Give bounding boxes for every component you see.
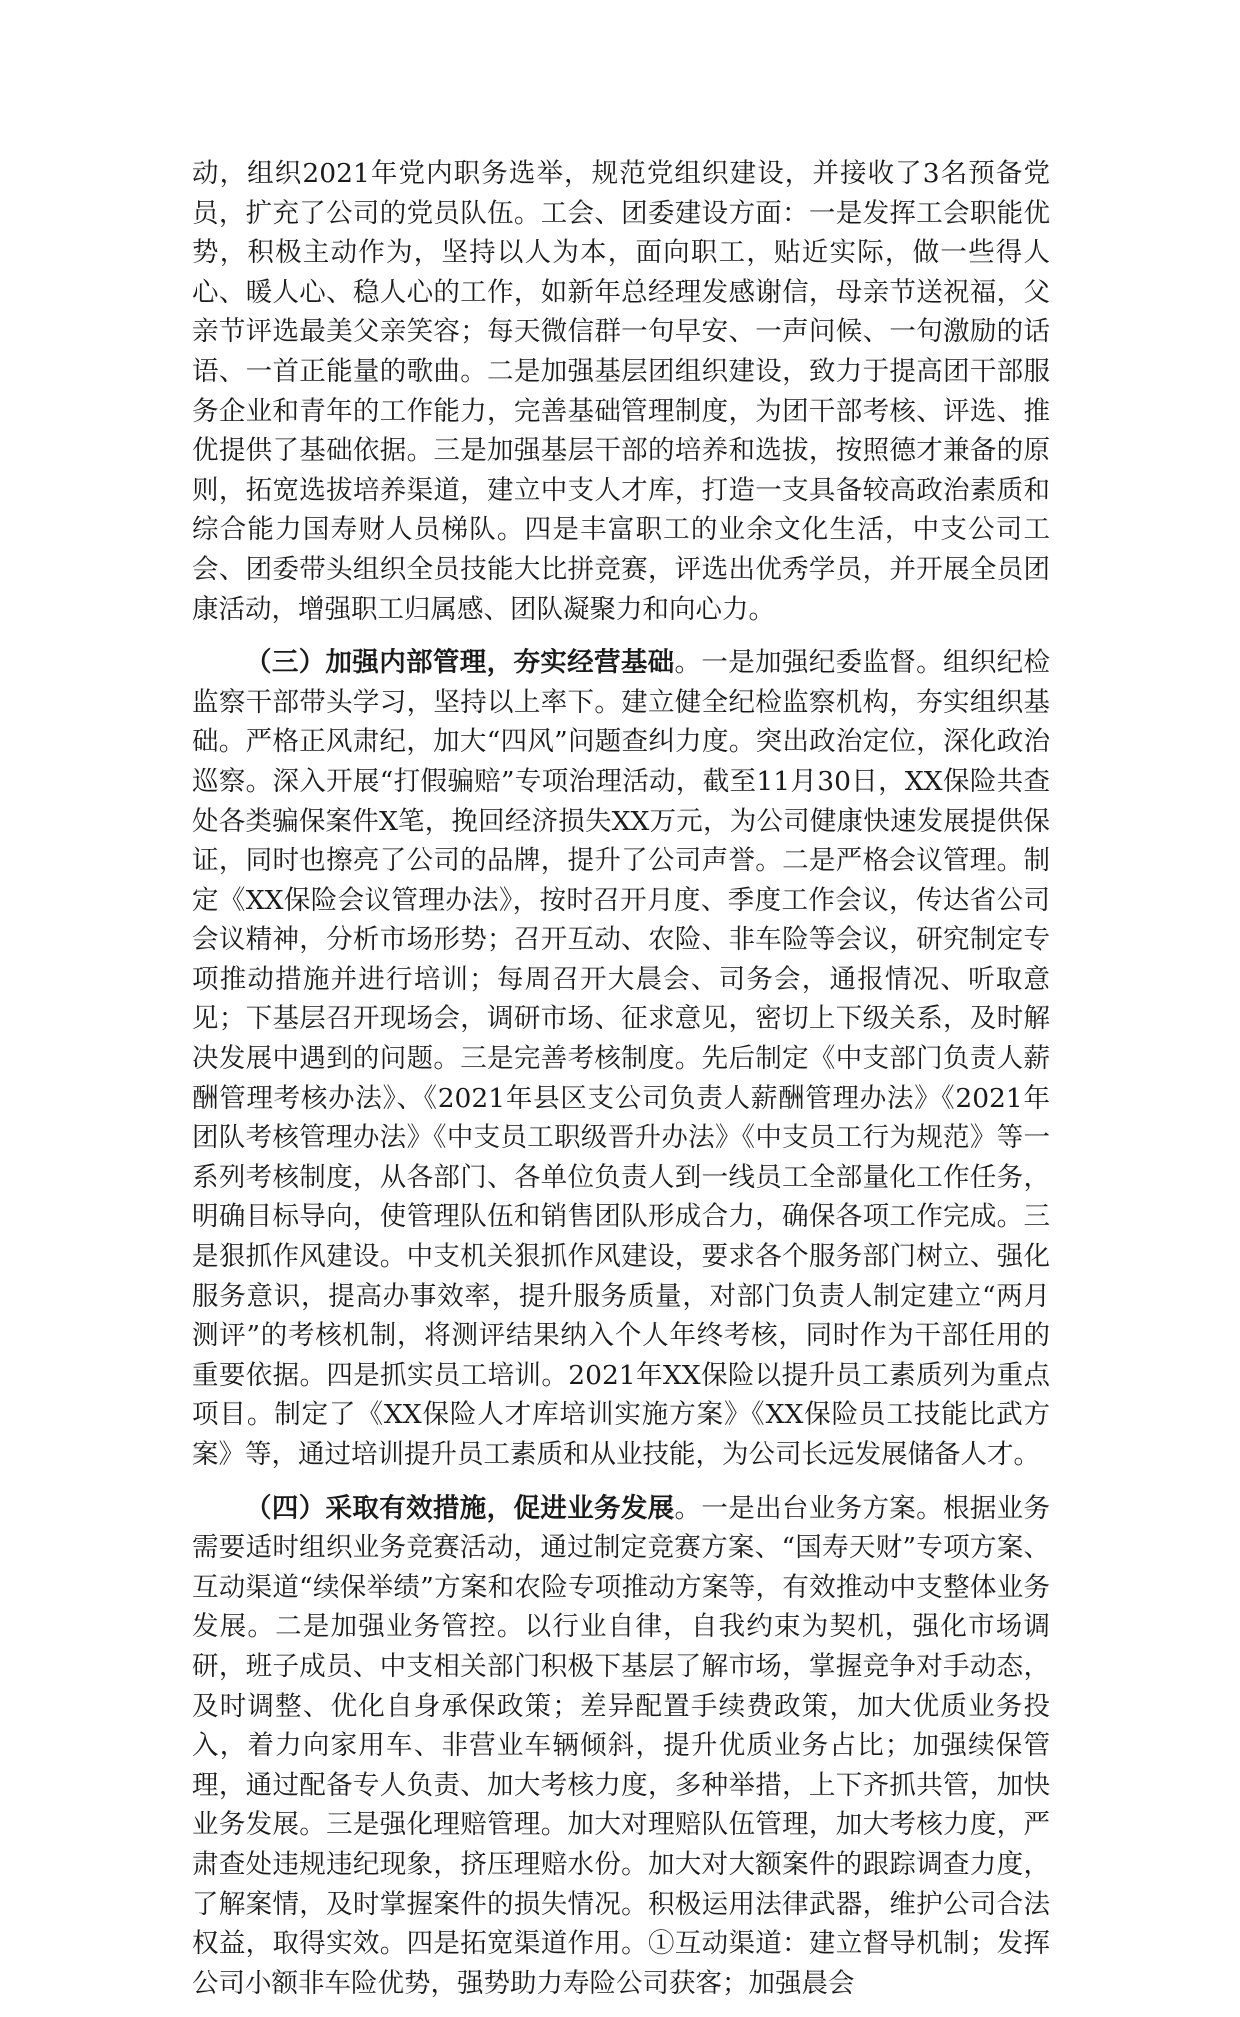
paragraph-text: 。一是加强纪委监督。组织纪检监察干部带头学习，坚持以上率下。建立健全纪检监察机构，夯实组织基础。严格正风肃纪，加大“四风”问题查纠力度。突出政治定位，深化政治巡察。深入开展“打假骗赔”专项治理活动，截至11月30日，XX保险共查处各类骗保案件X笔，挽回经济损失XX万元，为公司健康快速发展提供保证，同时也擦亮了公司的品牌，提升了公司声誉。二是严格会议管理。制定《XX保险会议管理办法》，按时召开月度、季度工作会议，传达省公司会议精神，分析市场形势；召开互动、农险、非车险等会议，研究制定专项推动措施并进行培训；每周召开大晨会、司务会，通报情况、听取意见；下基层召开现场会，调研市场、征求意见，密切上下级关系，及时解决发展中遇到的问题。三是完善考核制度。先后制定《中支部门负责人薪酬管理考核办法》、《2021年县区支公司负责人薪酬管理办法》《2021年团队考核管理办法》《中支员工职级晋升办法》《中支员工行为规范》等一系列考核制度，从各部门、各单位负责人到一线员工全部量化工作任务，明确目标导向，使管理队伍和销售团队形成合力，确保各项工作完成。三是狠抓作风建设。中支机关狠抓作风建设，要求各个服务部门树立、强化服务意识，提高办事效率，提升服务质量，对部门负责人制定建立“两月测评”的考核机制，将测评结果纳入个人年终考核，同时作为干部任用的重要依据。四是抓实员工培训。2021年XX保险以提升员工素质列为重点项目。制定了《XX保险人才库培训实施方案》《XX保险员工技能比武方案》等，通过培训提升员工素质和从业技能，为公司长远发展储备人才。 bbox=[192, 647, 1051, 1470]
paragraph-text: 动，组织2021年党内职务选举，规范党组织建设，并接收了3名预备党员，扩充了公司的党员队伍。工会、团委建设方面：一是发挥工会职能优势，积极主动作为，坚持以人为本，面向职工，贴近实际，做一些得人心、暖人心、稳人心的工作，如新年总经理发感谢信，母亲节送祝福，父亲节评选最美父亲笑容；每天微信群一句早安、一声问候、一句激励的话语、一首正能量的歌曲。二是加强基层团组织建设，致力于提高团干部服务企业和青年的工作能力，完善基础管理制度，为团干部考核、评选、推优提供了基础依据。三是加强基层干部的培养和选拔，按照德才兼备的原则，拓宽选拔培养渠道，建立中支人才库，打造一支具备较高政治素质和综合能力国寿财人员梯队。四是丰富职工的业余文化生活，中支公司工会、团委带头组织全员技能大比拼竞赛，评选出优秀学员，并开展全员团康活动，增强职工归属感、团队凝聚力和向心力。 bbox=[192, 158, 1050, 625]
paragraph-business-development bbox=[192, 1489, 1050, 2004]
paragraph-text: 。一是出台业务方案。根据业务需要适时组织业务竞赛活动，通过制定竞赛方案、“国寿天财”专项方案、互动渠道“续保举绩”方案和农险专项推动方案等，有效推动中支整体业务发展。二是加强业务管控。以行业自律，自我约束为契机，强化市场调研，班子成员、中支相关部门积极下基层了解市场，掌握竞争对手动态，及时调整、优化自身承保政策；差异配置手续费政策，加大优质业务投入，着力向家用车、非营业车辆倾斜，提升优质业务占比；加强续保管理，通过配备专人负责、加大考核力度，多种举措，上下齐抓共管，加快业务发展。三是强化理赔管理。加大对理赔队伍管理，加大考核力度，严肃查处违规违纪现象，挤压理赔水份。加大对大额案件的跟踪调查力度，了解案情，及时掌握案件的损失情况。积极运用法律武器，维护公司合法权益，取得实效。四是拓宽渠道作用。①互动渠道：建立督导机制；发挥公司小额非车险优势，强势助力寿险公司获客；加强晨会 bbox=[192, 1492, 1051, 1999]
paragraph-party-union-work bbox=[192, 154, 1050, 629]
section-heading: （三）加强内部管理，夯实经营基础 bbox=[245, 647, 675, 679]
paragraph-internal-management bbox=[192, 643, 1050, 1474]
section-heading: （四）采取有效措施，促进业务发展 bbox=[245, 1492, 675, 1524]
document-body bbox=[192, 154, 1050, 2017]
